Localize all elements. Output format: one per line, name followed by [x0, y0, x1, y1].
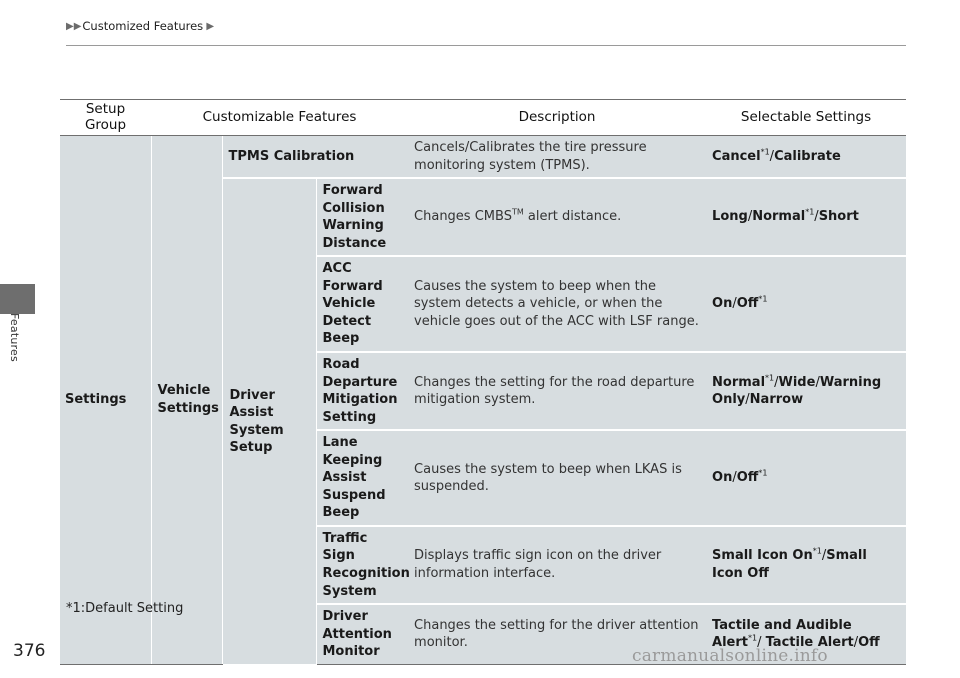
page-number: 376 [13, 641, 46, 661]
settings-cell: Long/Normal$^{*1}$/Short [706, 178, 906, 256]
sub-group-cell: Vehicle Settings [151, 136, 222, 665]
subsub-group-cell: Driver Assist System Setup [222, 178, 316, 664]
description-cell: Changes the setting for the road departure mitigation system. [408, 352, 706, 430]
feature-cell: Road Departure Mitigation Setting [316, 352, 408, 430]
header-divider [66, 45, 906, 46]
header-selectable-settings: Selectable Settings [706, 100, 906, 136]
description-cell: Causes the system to beep when the system detects a vehicle, or when the vehicle goes out of the ACC with LSF range. [408, 256, 706, 352]
settings-cell: On/Off$^{*1}$ [706, 430, 906, 526]
settings-cell: On/Off$^{*1}$ [706, 256, 906, 352]
feature-cell: TPMS Calibration [222, 136, 408, 179]
table-header-row [60, 100, 906, 136]
customizable-features-table [60, 99, 906, 665]
header-description: Description [408, 100, 706, 136]
description-cell: Displays traffic sign icon on the driver information interface. [408, 526, 706, 604]
settings-cell: Small Icon On$^{*1}$/Small Icon Off [706, 526, 906, 604]
section-tab-marker [0, 284, 35, 314]
description-cell: Changes CMBS™ alert distance. [408, 178, 706, 256]
settings-cell: Tactile and Audible Alert$^{*1}$/ Tactile Alert/Off [706, 604, 906, 664]
settings-cell: Cancel$^{*1}$/Calibrate [706, 136, 906, 179]
chevron-right-icon: ▶▶ [66, 20, 82, 32]
feature-cell: Traffic Sign Recognition System [316, 526, 408, 604]
description-cell: Changes the setting for the driver attention monitor. [408, 604, 706, 664]
breadcrumb[interactable] [66, 19, 215, 33]
description-cell: Cancels/Calibrates the tire pressure monitoring system (TPMS). [408, 136, 706, 179]
header-customizable-features: Customizable Features [151, 100, 408, 136]
table-row [60, 136, 906, 179]
chevron-right-icon: ▶ [203, 20, 215, 32]
feature-cell: Driver Attention Monitor [316, 604, 408, 664]
section-label: Features [8, 313, 21, 362]
settings-cell: Normal$^{*1}$/Wide/Warning Only/Narrow [706, 352, 906, 430]
feature-cell: ACC Forward Vehicle Detect Beep [316, 256, 408, 352]
feature-cell: Lane Keeping Assist Suspend Beep [316, 430, 408, 526]
feature-cell: Forward Collision Warning Distance [316, 178, 408, 256]
header-setup-group: Setup Group [60, 100, 151, 136]
description-cell: Causes the system to beep when LKAS is suspended. [408, 430, 706, 526]
watermark: carmanualsonline.info [632, 646, 828, 666]
breadcrumb-label: Customized Features [82, 19, 204, 33]
setup-group-cell: Settings [60, 136, 151, 665]
footnote: *1:Default Setting [66, 601, 184, 616]
